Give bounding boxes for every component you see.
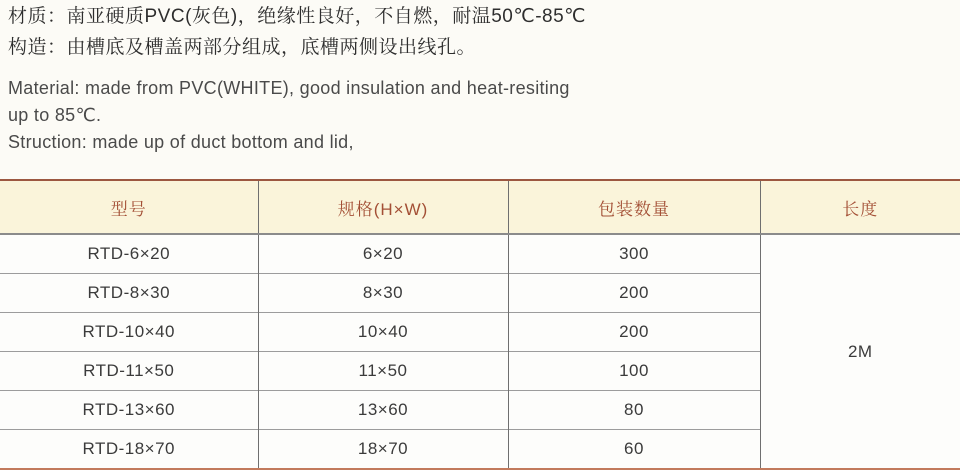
model-cell: RTD-6×20 bbox=[0, 234, 258, 274]
qty-cell: 200 bbox=[508, 313, 760, 352]
model-cell: RTD-13×60 bbox=[0, 391, 258, 430]
spec-table bbox=[0, 179, 960, 470]
spec-cell: 13×60 bbox=[258, 391, 508, 430]
column-header-qty: 包装数量 bbox=[508, 180, 760, 234]
table-body bbox=[0, 234, 960, 469]
description-english bbox=[8, 75, 950, 156]
structure-line-cn: 构造：由槽底及槽盖两部分组成，底槽两侧设出线孔。 bbox=[8, 37, 477, 58]
column-header-spec: 规格(H×W) bbox=[258, 180, 508, 234]
material-line-cn: 材质：南亚硬质PVC(灰色)，绝缘性良好，不自燃，耐温50℃-85℃ bbox=[8, 6, 586, 27]
qty-cell: 300 bbox=[508, 234, 760, 274]
header-row bbox=[0, 180, 960, 234]
spec-cell: 8×30 bbox=[258, 274, 508, 313]
qty-cell: 80 bbox=[508, 391, 760, 430]
material-line-en-cont: up to 85℃. bbox=[8, 105, 102, 125]
spec-table-header bbox=[0, 180, 960, 234]
qty-cell: 200 bbox=[508, 274, 760, 313]
structure-line-en: Struction: made up of duct bottom and lid, bbox=[8, 132, 354, 152]
spec-cell: 6×20 bbox=[258, 234, 508, 274]
qty-cell: 100 bbox=[508, 352, 760, 391]
spec-cell: 18×70 bbox=[258, 430, 508, 470]
table-row bbox=[0, 234, 960, 274]
description-chinese bbox=[8, 6, 950, 59]
spec-cell: 10×40 bbox=[258, 313, 508, 352]
qty-cell: 60 bbox=[508, 430, 760, 470]
model-cell: RTD-11×50 bbox=[0, 352, 258, 391]
column-header-model: 型号 bbox=[0, 180, 258, 234]
model-cell: RTD-10×40 bbox=[0, 313, 258, 352]
model-cell: RTD-8×30 bbox=[0, 274, 258, 313]
product-description bbox=[0, 0, 960, 156]
column-header-length: 长度 bbox=[760, 180, 960, 234]
model-cell: RTD-18×70 bbox=[0, 430, 258, 470]
material-line-en: Material: made from PVC(WHITE), good insulation and heat-resiting bbox=[8, 78, 570, 98]
spec-cell: 11×50 bbox=[258, 352, 508, 391]
length-merged-cell: 2M bbox=[760, 234, 960, 469]
